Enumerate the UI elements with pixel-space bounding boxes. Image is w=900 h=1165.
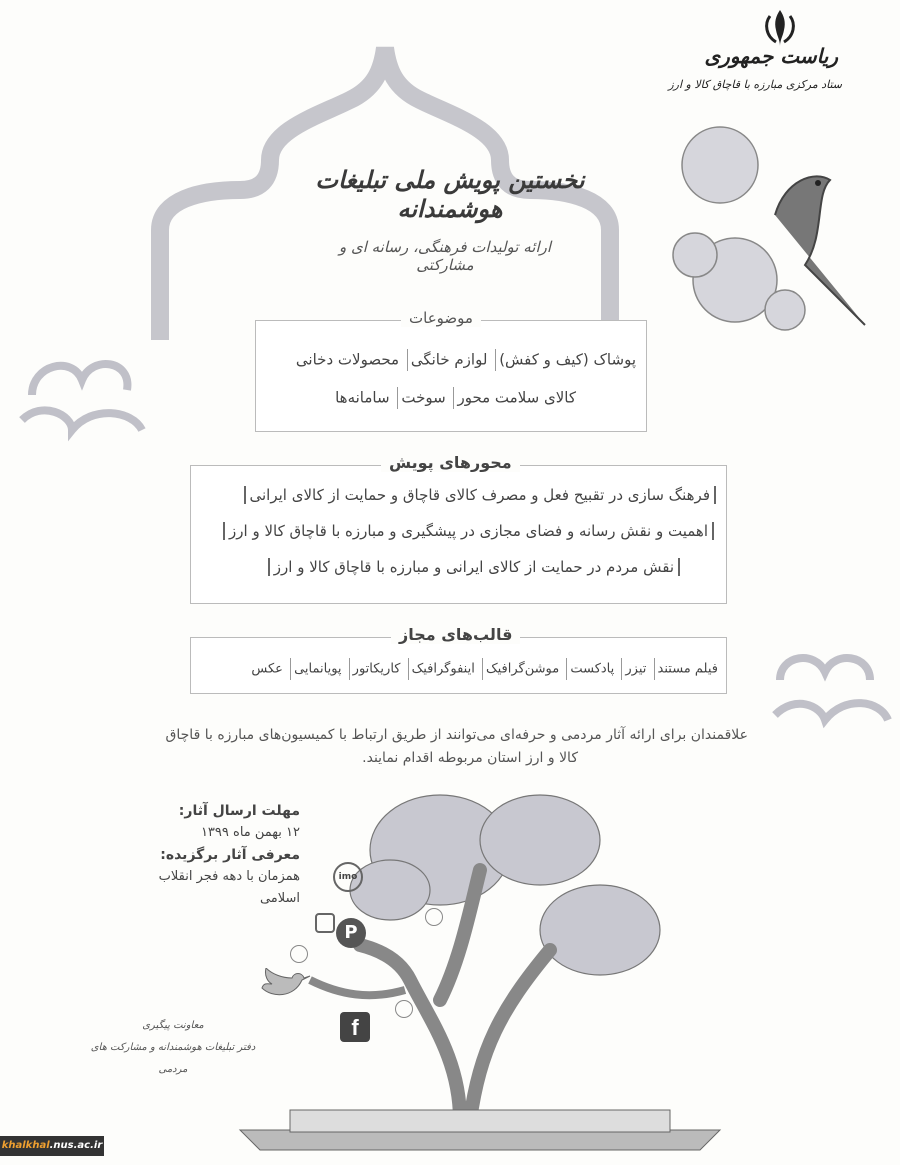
format-item: عکس <box>251 661 283 677</box>
formats-heading: قالب‌های مجاز <box>391 625 520 644</box>
format-item: اینفوگرافیک <box>411 661 475 677</box>
notice-line: علاقمندان برای ارائه آثار مردمی و حرفه‌ای می‌توانند از طریق ارتباط با کمیسیون‌های مبارزه با قاچاق <box>165 727 748 743</box>
facebook-icon: f <box>340 1012 370 1042</box>
notice-paragraph <box>148 724 748 770</box>
emoji-icon <box>425 908 443 926</box>
topic-item: کالای سلامت محور <box>457 388 576 407</box>
winners-label: معرفی آثار برگزیده: <box>160 847 300 863</box>
deadline-date: ۱۲ بهمن ماه ۱۳۹۹ <box>200 825 300 840</box>
themes-heading: محورهای پویش <box>381 453 520 472</box>
topic-item: سامانه‌ها <box>335 388 390 407</box>
format-item: فیلم مستند <box>657 661 718 677</box>
bird-flowers-illustration <box>655 105 875 335</box>
signature-line: دفتر تبلیغات هوشمندانه و مشارکت های مردمی <box>90 1042 256 1075</box>
winners-date: اسلامی <box>259 891 300 906</box>
imo-icon: imo <box>333 862 363 892</box>
themes-box <box>190 453 727 604</box>
theme-item: نقش مردم در حمایت از کالای ایرانی و مبارزه با قاچاق کالا و ارز <box>268 558 680 576</box>
topics-heading: موضوعات <box>401 309 481 327</box>
topic-item: لوازم خانگی <box>410 350 488 369</box>
notice-line: کالا و ارز استان مربوطه اقدام نمایند. <box>362 750 578 766</box>
emoji-icon <box>395 1000 413 1018</box>
format-item: پادکست <box>570 661 615 677</box>
emoji-icon <box>290 945 308 963</box>
topics-box <box>255 309 647 432</box>
formats-row <box>251 658 718 680</box>
signature-line: معاونت پیگیری <box>142 1020 204 1031</box>
format-item: تیزر <box>625 661 647 677</box>
format-item: کاریکاتور <box>352 661 401 677</box>
cloud-ornament-left <box>12 335 152 445</box>
instagram-icon <box>315 913 335 933</box>
format-item: پویانمایی <box>294 661 342 677</box>
topic-item: محصولات دخانی <box>295 350 400 369</box>
pinterest-icon: P <box>336 918 366 948</box>
topics-row-1 <box>296 349 636 371</box>
site-name-b: .nus.ac.ir <box>49 1140 103 1151</box>
theme-item: اهمیت و نقش رسانه و فضای مجازی در پیشگیری و مبارزه با قاچاق کالا و ارز <box>223 522 714 540</box>
winners-date: همزمان با دهه فجر انقلاب <box>158 869 300 884</box>
format-item: موشن‌گرافیک <box>485 661 560 677</box>
formats-box <box>190 625 727 694</box>
cloud-ornament-right <box>760 640 895 740</box>
twitter-icon <box>258 968 314 1004</box>
org-subtitle: ستاد مرکزی مبارزه با قاچاق کالا و ارز <box>668 78 842 91</box>
topic-item: سوخت <box>401 388 446 407</box>
topics-row-2 <box>335 387 576 409</box>
theme-item: فرهنگ سازی در تقبیح فعل و مصرف کالای قاچاق و حمایت از کالای ایرانی <box>244 486 717 504</box>
site-name-a: khalkhal <box>1 1140 50 1151</box>
site-watermark <box>0 1136 104 1156</box>
main-subtitle: ارائه تولیدات فرهنگی، رسانه ای و مشارکتی <box>338 238 552 274</box>
main-title: نخستین پویش ملی تبلیغات هوشمندانه <box>315 165 585 223</box>
topic-item: پوشاک (کیف و کفش) <box>499 350 636 369</box>
deadline-label: مهلت ارسال آثار: <box>178 803 300 819</box>
org-name: ریاست جمهوری <box>704 44 838 68</box>
signature <box>88 1015 258 1081</box>
